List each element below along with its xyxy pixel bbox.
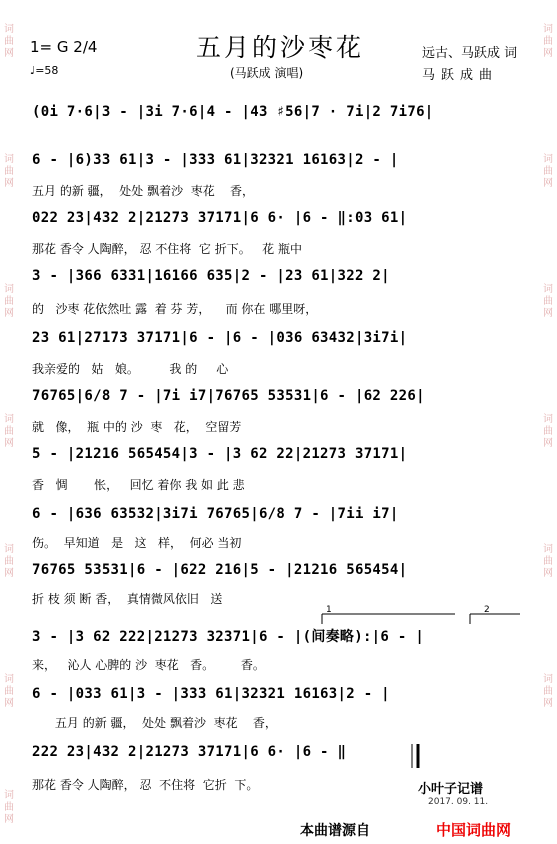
notation-line-3: 022 23|432 2|21273 37171|6 6· |6 - ‖:03 61| <box>32 210 408 226</box>
watermark-text: 词曲网 <box>543 544 553 579</box>
lyric-line-6: 就 像， 瓶 中的 沙 枣 花， 空留芳 <box>32 420 242 434</box>
lyric-line-7: 香 惆 怅， 回忆 着你 我 如 此 悲 <box>32 478 245 492</box>
notation-line-9: 76765 53531|6 - |622 216|5 - |21216 565454| <box>32 562 408 578</box>
source-prefix: 本曲谱源自 <box>300 823 370 839</box>
watermark-text: 词曲网 <box>543 24 553 59</box>
lyric-line-11: 五月 的新 疆， 处处 飘着沙 枣花 香， <box>32 716 277 730</box>
watermark-text: 词曲网 <box>543 284 553 319</box>
ending-2-label: 2 <box>484 605 490 615</box>
notation-line-2: 6 - |6)33 61|3 - |333 61|32321 16163|2 - | <box>32 152 399 168</box>
lyric-line-12: 那花 香令 人陶醉， 忍 不住将 它折 下。 <box>32 778 259 792</box>
notation-line-10: 3 - |3 62 222|21273 32371|6 - |(间奏略):|6 - | <box>32 629 425 644</box>
watermark-text: 词曲网 <box>4 414 14 449</box>
notation-line-8: 6 - |636 63532|3i7i 76765|6/8 7 - |7ii i7| <box>32 506 399 522</box>
watermark-text: 词曲网 <box>4 790 14 825</box>
source-site-link[interactable]: 中国词曲网 <box>436 821 512 839</box>
notation-line-6: 76765|6/8 7 - |7i i7|76765 53531|6 - |62 226| <box>32 388 425 404</box>
lyric-line-5: 我亲爱的 姑 娘。 我 的 心 <box>32 362 229 376</box>
lyric-line-2: 五月 的新 疆， 处处 飘着沙 枣花 香， <box>32 184 254 198</box>
watermark-text: 词曲网 <box>543 674 553 709</box>
lyric-line-8: 伤。 早知道 是 这 样， 何必 当初 <box>32 536 242 550</box>
tempo-marking: ♩=58 <box>30 64 59 77</box>
notation-line-7: 5 - |21216 565454|3 - |3 62 22|21273 37171| <box>32 446 408 462</box>
watermark-text: 词曲网 <box>4 674 14 709</box>
watermark-text: 词曲网 <box>543 154 553 189</box>
watermark-text: 词曲网 <box>4 154 14 189</box>
notation-line-11: 6 - |033 61|3 - |333 61|32321 16163|2 - | <box>32 686 390 702</box>
lyric-line-3: 那花 香令 人陶醉， 忍 不住将 它 折下。 花 瓶中 <box>32 242 302 256</box>
lyric-line-9: 折 枝 须 断 香， 真情微风依旧 送 <box>32 592 223 606</box>
composer-credit: 马跃成曲 <box>422 68 499 83</box>
key-signature: 1= G 2/4 <box>30 38 98 56</box>
watermark-text: 词曲网 <box>4 24 14 59</box>
transcriber-stamp: 小叶子记谱 <box>418 782 484 797</box>
notation-line-12: 222 23|432 2|21273 37171|6 6· |6 - ‖ <box>32 744 347 760</box>
watermark-text: 词曲网 <box>4 544 14 579</box>
notation-line-1: (0i 7·6|3 - |3i 7·6|4 - |43 ♯56|7 · 7i|2 7i76| <box>32 104 434 120</box>
lyric-line-4: 的 沙枣 花依然吐 露 着 芬 芳， 而 你在 哪里呀， <box>32 302 318 316</box>
song-title: 五月的沙枣花 <box>195 33 364 62</box>
lyricist-credit: 远古、马跃成 词 <box>422 46 518 61</box>
notation-line-5: 23 61|27173 37171|6 - |6 - |036 63432|3i7i| <box>32 330 408 346</box>
singer-credit: (马跃成 演唱) <box>230 66 304 80</box>
notation-line-4: 3 - |366 6331|16166 635|2 - |23 61|322 2| <box>32 268 390 284</box>
watermark-text: 词曲网 <box>543 414 553 449</box>
ending-1-label: 1 <box>326 605 332 615</box>
transcription-date: 2017. 09. 11. <box>428 797 489 807</box>
watermark-text: 词曲网 <box>4 284 14 319</box>
lyric-line-10: 来， 沁人 心脾的 沙 枣花 香。 香。 <box>32 658 265 672</box>
